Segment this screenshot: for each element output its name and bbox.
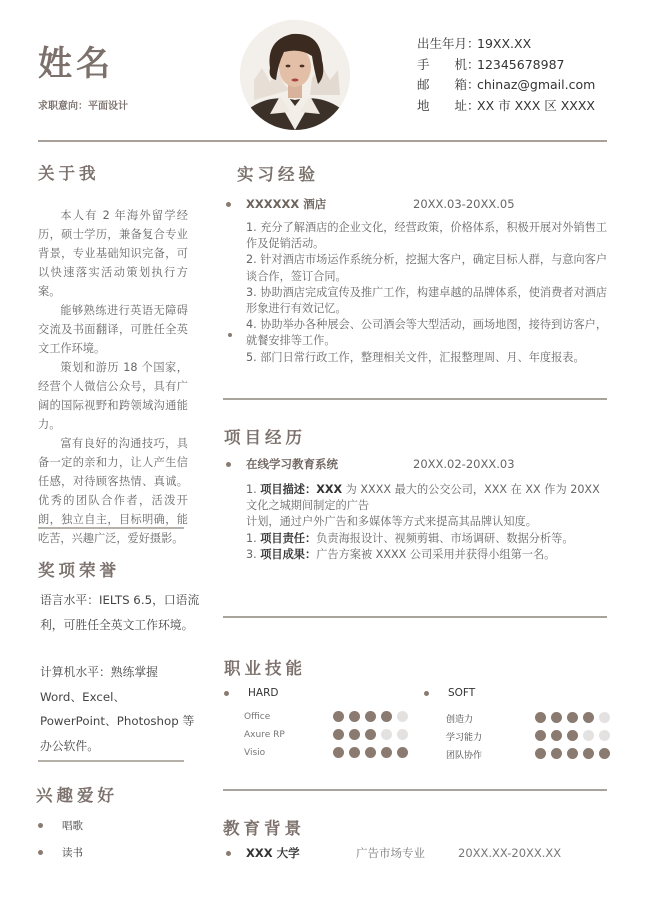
education-major: 广告市场专业 xyxy=(356,846,425,860)
rating-dot-filled xyxy=(365,747,376,758)
skill-row xyxy=(244,708,270,727)
contact-phone xyxy=(417,55,595,76)
rating-dot-filled xyxy=(333,711,344,722)
rating-dot-filled xyxy=(535,748,546,759)
skill-rating-learning xyxy=(535,730,610,741)
rating-dot-filled xyxy=(567,730,578,741)
contact-birth-value: 19XX.XX xyxy=(477,36,532,51)
internship-header xyxy=(226,196,515,212)
rating-dot-empty xyxy=(397,729,408,740)
contact-address-value: XX 市 XXX 区 XXXX xyxy=(477,97,595,113)
award-computer: 计算机水平：熟练掌握 Word、Excel、PowerPoint、Photoshop 等办公软件。 xyxy=(40,665,195,753)
rating-dot-empty xyxy=(381,729,392,740)
project-date: 20XX.02-20XX.03 xyxy=(413,457,515,471)
project-divider xyxy=(223,616,607,618)
project-line xyxy=(246,547,608,563)
about-paragraph: 策划和游历 18 个国家，经营个人微信公众号，具有广阔的国际视野和跨领域沟通能力。 xyxy=(38,361,188,431)
internship-divider xyxy=(223,398,607,400)
skill-name: 创造力 xyxy=(446,714,474,725)
rating-dot-empty xyxy=(599,712,610,723)
contact-email xyxy=(417,75,595,96)
rating-dot-filled xyxy=(567,712,578,723)
rating-dot-empty xyxy=(583,730,594,741)
contact-birth-label: 出生年月： xyxy=(417,36,480,51)
education-school: XXX 大学 xyxy=(246,846,300,860)
education-date: 20XX.XX-20XX.XX xyxy=(458,846,562,860)
hobby-item xyxy=(38,845,83,860)
skill-name: Visio xyxy=(244,748,266,759)
candidate-name: 姓名 xyxy=(38,44,114,84)
rating-dot-filled xyxy=(349,729,360,740)
skill-row xyxy=(244,726,285,745)
line-text: 为 XXXX 最大的公交公司，XXX 在 XX 作为 20XX 文化之城期间制定的广告 xyxy=(246,483,600,513)
contact-address-label: 地 址： xyxy=(417,97,480,113)
skill-row xyxy=(244,744,265,763)
rating-dot-filled xyxy=(535,712,546,723)
contact-email-value: chinaz@gmail.com xyxy=(477,77,596,92)
contact-phone-label: 手 机： xyxy=(417,56,480,72)
hobby-label: 读书 xyxy=(62,847,83,859)
rating-dot-filled xyxy=(583,748,594,759)
rating-dot-filled xyxy=(567,748,578,759)
rating-dot-filled xyxy=(551,730,562,741)
project-title: 项目经历 xyxy=(224,428,306,447)
rating-dot-filled xyxy=(599,748,610,759)
contact-email-label: 邮 箱： xyxy=(417,77,480,92)
rating-dot-filled xyxy=(365,711,376,722)
line-number: 1. xyxy=(246,531,261,545)
contact-address xyxy=(417,96,595,117)
rating-dot-empty xyxy=(397,711,408,722)
awards-title: 奖项荣誉 xyxy=(38,561,120,580)
line-label: 项目责任： xyxy=(260,531,317,545)
header-divider xyxy=(38,140,607,142)
skill-rating-office xyxy=(333,711,408,722)
internship-date: 20XX.03-20XX.05 xyxy=(413,197,515,211)
skills-title: 职业技能 xyxy=(224,659,306,678)
rating-dot-filled xyxy=(381,747,392,758)
project-details xyxy=(246,482,608,563)
skill-rating-axure xyxy=(333,729,408,740)
bullet-icon xyxy=(226,851,231,856)
about-title: 关于我 xyxy=(38,164,100,183)
duty-item: 2. 针对酒店市场运作系统分析，挖掘大客户，确定目标人群，与意向客户谈合作，签订合同。 xyxy=(246,253,608,283)
skill-row xyxy=(446,745,482,764)
skill-name: 团队协作 xyxy=(446,750,483,761)
awards-divider xyxy=(38,760,184,762)
hobby-label: 唱歌 xyxy=(62,820,83,832)
skill-name: 学习能力 xyxy=(446,732,483,743)
line-text: 广告方案被 XXXX 公司采用并获得小组第一名。 xyxy=(316,547,556,561)
duty-item: 5. 部门日常行政工作，整理相关文件，汇报整理周、月、年度报表。 xyxy=(246,350,585,364)
about-text xyxy=(38,206,188,548)
about-paragraph: 富有良好的沟通技巧，具备一定的亲和力，让人产生信任感，对待顾客热情、真诚。优秀的团队合作者，活泼开朗，独立自主，目标明确，能吃苦，兴趣广泛，爱好摄影。 xyxy=(38,437,188,545)
line-strong: XXX xyxy=(316,483,343,496)
skill-rating-visio xyxy=(333,747,408,758)
award-language: 语言水平：IELTS 6.5，口语流利，可胜任全英文工作环境。 xyxy=(40,593,200,632)
skill-rating-creativity xyxy=(535,712,610,723)
rating-dot-empty xyxy=(599,730,610,741)
rating-dot-filled xyxy=(535,730,546,741)
skill-group-label: SOFT xyxy=(448,687,476,699)
bullet-icon xyxy=(424,691,429,696)
about-paragraph: 能够熟练进行英语无障碍交流及书面翻译，可胜任全英文工作环境。 xyxy=(38,304,188,355)
skill-group-hard xyxy=(224,687,278,699)
skills-divider xyxy=(223,789,607,791)
duty-item: 1. 充分了解酒店的企业文化，经营政策，价格体系，积极开展对外销售工作及促销活动。 xyxy=(246,221,608,251)
project-name: 在线学习教育系统 xyxy=(246,457,338,471)
rating-dot-filled xyxy=(365,729,376,740)
skill-name: Office xyxy=(244,712,271,723)
line-text: 计划，通过户外广告和多媒体等方式来提高其品牌认知度。 xyxy=(246,515,537,529)
rating-dot-filled xyxy=(551,748,562,759)
education-row xyxy=(226,845,561,861)
skill-row xyxy=(446,727,482,746)
bullet-icon xyxy=(38,850,43,855)
portrait-photo-icon xyxy=(240,20,350,130)
skill-group-soft xyxy=(424,687,475,699)
rating-dot-filled xyxy=(381,711,392,722)
rating-dot-filled xyxy=(349,711,360,722)
line-number: 3. xyxy=(246,547,261,561)
duty-item: 4. 协助举办各种展会、公司酒会等大型活动，画场地图，接待到访客户，就餐安排等工作。 xyxy=(246,318,608,348)
skill-rating-teamwork xyxy=(535,748,610,759)
rating-dot-filled xyxy=(397,747,408,758)
skill-name: Axure RP xyxy=(244,730,285,741)
line-number: 1. xyxy=(246,483,261,496)
about-divider xyxy=(38,527,184,529)
contact-phone-value: 12345678987 xyxy=(477,56,565,72)
rating-dot-filled xyxy=(333,747,344,758)
rating-dot-filled xyxy=(551,712,562,723)
bullet-icon xyxy=(224,691,229,696)
rating-dot-filled xyxy=(333,729,344,740)
bullet-icon xyxy=(226,202,231,207)
about-paragraph: 本人有 2 年海外留学经历，硕士学历，兼备复合专业背景，专业基础知识完备，可以快速落实活动策划执行方案。 xyxy=(38,209,188,298)
rating-dot-filled xyxy=(349,747,360,758)
stray-bullet-icon xyxy=(228,333,232,337)
line-label: 项目成果： xyxy=(260,547,317,561)
bullet-icon xyxy=(38,823,43,828)
bullet-icon xyxy=(226,462,231,467)
duty-item: 3. 协助酒店完成宣传及推广工作，构建卓越的品牌体系，使消费者对酒店形象进行有效记忆。 xyxy=(246,285,608,316)
avatar xyxy=(240,20,350,130)
contact-info xyxy=(417,34,595,116)
project-line xyxy=(246,531,608,547)
skill-group-label: HARD xyxy=(248,687,279,699)
skill-row xyxy=(446,709,473,728)
education-title: 教育背景 xyxy=(223,819,305,838)
line-label: 项目描述： xyxy=(260,483,317,496)
internship-company: XXXXXX 酒店 xyxy=(246,197,327,211)
project-line xyxy=(246,514,608,530)
project-line xyxy=(246,482,608,514)
line-text: 负责海报设计、视频剪辑、市场调研、数据分析等。 xyxy=(316,531,574,545)
internship-duties xyxy=(246,220,608,366)
contact-birth xyxy=(417,34,595,55)
hobbies-title: 兴趣爱好 xyxy=(36,786,118,805)
job-intent: 求职意向：平面设计 xyxy=(38,101,128,112)
hobby-item xyxy=(38,818,83,833)
project-header xyxy=(226,456,515,472)
rating-dot-filled xyxy=(583,712,594,723)
internship-title: 实习经验 xyxy=(237,165,319,184)
